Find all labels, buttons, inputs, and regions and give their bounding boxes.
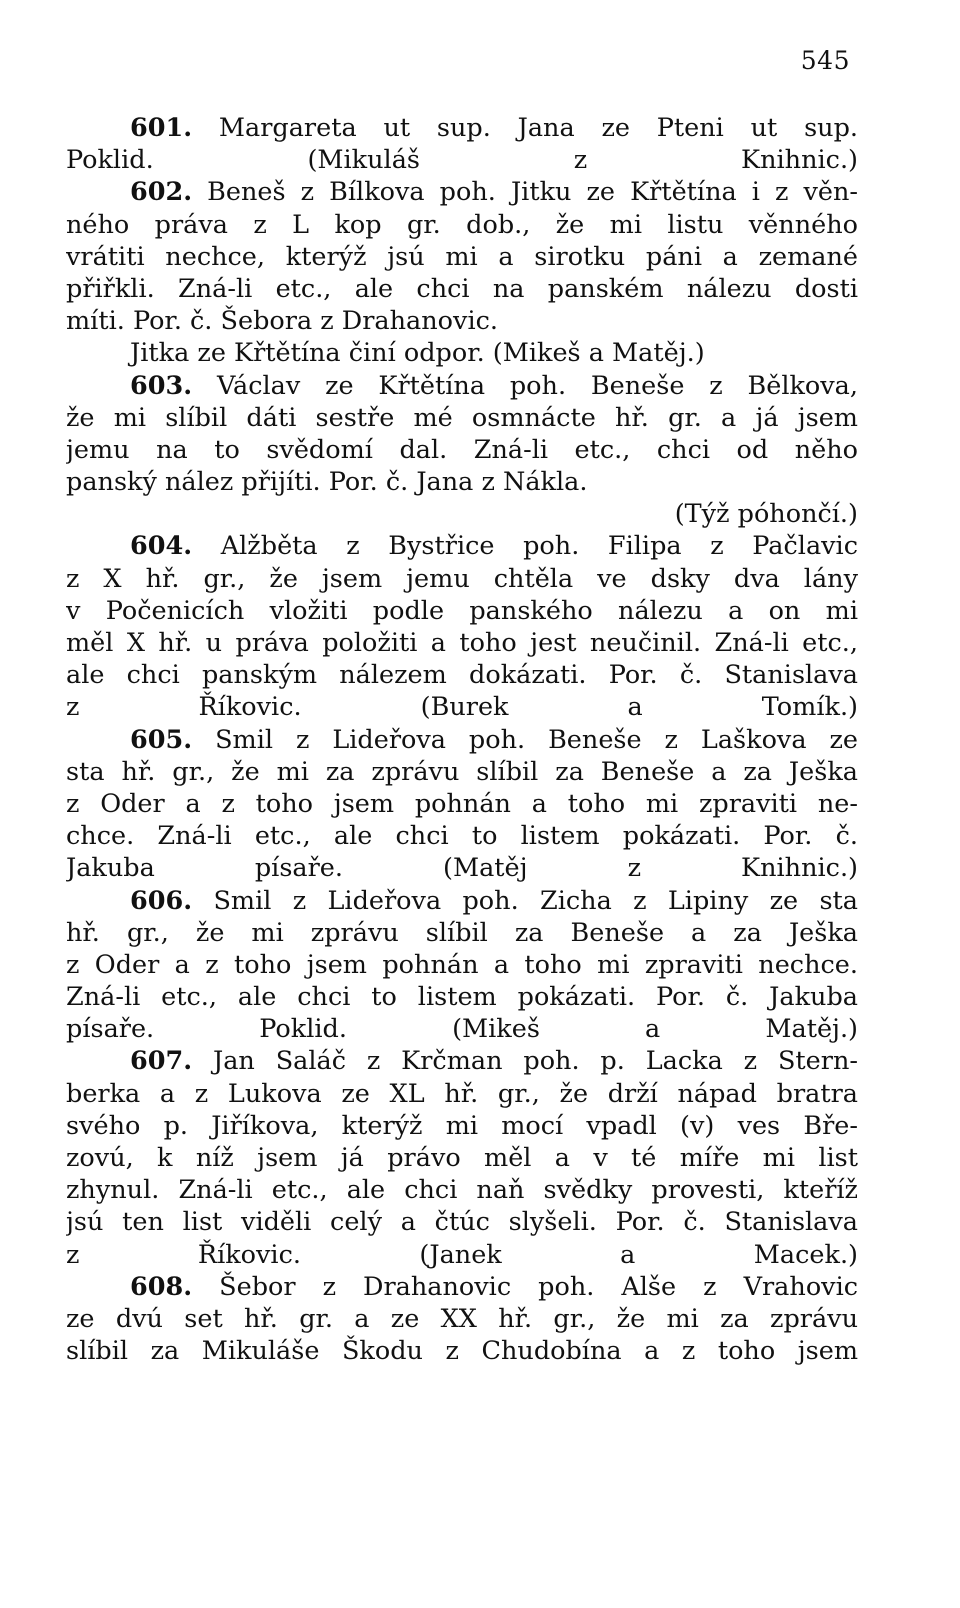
text-line bbox=[66, 1335, 858, 1367]
text-line bbox=[66, 273, 858, 305]
text-line bbox=[66, 498, 858, 530]
text-line bbox=[66, 691, 858, 723]
line-text: (Týž póhončí.) bbox=[674, 499, 858, 530]
line-text: Jakuba písaře. (Matěj z Knihnic.) bbox=[66, 853, 858, 884]
line-text: ného práva z L kop gr. dob., že mi listu věnného bbox=[66, 209, 858, 240]
text-line bbox=[66, 595, 858, 627]
text-line bbox=[66, 434, 858, 466]
text-line bbox=[66, 370, 858, 402]
text-line bbox=[66, 1142, 858, 1174]
text-line bbox=[66, 337, 858, 369]
line-text: Jitka ze Křtětína činí odpor. (Mikeš a Matěj.) bbox=[130, 338, 705, 369]
text-line bbox=[66, 176, 858, 208]
line-text: Margareta ut sup. Jana ze Pteni ut sup. bbox=[218, 113, 858, 143]
text-line bbox=[66, 659, 858, 691]
text-line bbox=[66, 885, 858, 917]
text-line bbox=[66, 1239, 858, 1271]
line-text: Zná-li etc., ale chci to listem pokázati. Por. č. Jakuba bbox=[66, 982, 858, 1013]
line-text: ze dvú set hř. gr. a ze XX hř. gr., že mi za zprávu bbox=[66, 1303, 858, 1334]
line-text: Václav ze Křtětína poh. Beneše z Bělkova, bbox=[216, 370, 858, 401]
line-text: Beneš z Bílkova poh. Jitku ze Křtětína i z věn- bbox=[207, 177, 858, 208]
line-text: jemu na to svědomí dal. Zná-li etc., chci od něho bbox=[66, 434, 858, 465]
text-line bbox=[66, 788, 858, 820]
line-text: zhynul. Zná-li etc., ale chci naň svědky provesti, kteříž bbox=[66, 1175, 858, 1206]
line-text: Poklid. (Mikuláš z Knihnic.) bbox=[66, 145, 858, 176]
line-text: míti. Por. č. Šebora z Drahanovic. bbox=[66, 306, 498, 337]
text-line bbox=[66, 1078, 858, 1110]
line-text: hř. gr., že mi zprávu slíbil za Beneše a za Ješka bbox=[66, 917, 858, 948]
text-line bbox=[66, 1206, 858, 1238]
line-text: že mi slíbil dáti sestře mé osmnácte hř. gr. a já jsem bbox=[66, 402, 858, 433]
text-line bbox=[66, 209, 858, 241]
line-text: svého p. Jiříkova, kterýž mi mocí vpadl (v) ves Bře- bbox=[66, 1110, 858, 1141]
line-text: z Oder a z toho jsem pohnán a toho mi zpraviti nechce. bbox=[66, 949, 858, 980]
line-text: z Říkovic. (Burek a Tomík.) bbox=[66, 692, 858, 723]
text-line bbox=[66, 1045, 858, 1077]
line-text: Šebor z Drahanovic poh. Alše z Vrahovic bbox=[219, 1271, 858, 1302]
text-line bbox=[66, 1271, 858, 1303]
entry-number: 601. bbox=[130, 113, 193, 143]
line-text: slíbil za Mikuláše Škodu z Chudobína a z toho jsem bbox=[66, 1336, 858, 1367]
text-line bbox=[66, 917, 858, 949]
line-text: měl X hř. u práva položiti a toho jest neučinil. Zná-li etc., bbox=[66, 628, 858, 658]
line-text: Jan Saláč z Krčman poh. p. Lacka z Stern- bbox=[212, 1046, 858, 1077]
text-line bbox=[66, 1174, 858, 1206]
line-text: písaře. Poklid. (Mikeš a Matěj.) bbox=[66, 1014, 858, 1045]
text-line bbox=[66, 305, 858, 337]
text-line bbox=[66, 241, 858, 273]
entry-number: 606. bbox=[130, 885, 193, 916]
line-text: přiřkli. Zná-li etc., ale chci na panském nálezu dosti bbox=[66, 273, 858, 304]
text-line bbox=[66, 530, 858, 562]
line-text: panský nález přijíti. Por. č. Jana z Nákla. bbox=[66, 467, 588, 498]
entry-number: 602. bbox=[130, 177, 193, 208]
body-text bbox=[66, 112, 858, 1367]
line-text: z Říkovic. (Janek a Macek.) bbox=[66, 1239, 858, 1270]
text-line bbox=[66, 820, 858, 852]
entry-number: 607. bbox=[130, 1046, 193, 1077]
text-line bbox=[66, 756, 858, 788]
line-text: Smil z Lideřova poh. Zicha z Lipiny ze sta bbox=[213, 885, 858, 916]
text-line bbox=[66, 1013, 858, 1045]
line-text: v Počenicích vložiti podle panského nálezu a on mi bbox=[66, 595, 858, 626]
line-text: ale chci panským nálezem dokázati. Por. č. Stanislava bbox=[66, 660, 858, 691]
line-text: Alžběta z Bystřice poh. Filipa z Pačlavic bbox=[220, 531, 858, 562]
text-line bbox=[66, 1303, 858, 1335]
text-line bbox=[66, 466, 858, 498]
line-text: sta hř. gr., že mi za zprávu slíbil za Beneše a za Ješka bbox=[66, 756, 858, 787]
text-line bbox=[66, 724, 858, 756]
line-text: berka a z Lukova ze XL hř. gr., že drží nápad bratra bbox=[66, 1078, 858, 1109]
text-line bbox=[66, 112, 858, 144]
text-line bbox=[66, 1110, 858, 1142]
text-line bbox=[66, 949, 858, 981]
text-line bbox=[66, 144, 858, 176]
line-text: Smil z Lideřova poh. Beneše z Laškova ze bbox=[215, 724, 858, 755]
entry-number: 603. bbox=[130, 370, 193, 401]
text-line bbox=[66, 981, 858, 1013]
line-text: vrátiti nechce, kterýž jsú mi a sirotku páni a zemané bbox=[66, 241, 858, 272]
entry-number: 605. bbox=[130, 724, 193, 755]
entry-number: 608. bbox=[130, 1271, 193, 1302]
line-text: jsú ten list viděli celý a čtúc slyšeli. Por. č. Stanislava bbox=[66, 1207, 858, 1238]
line-text: z X hř. gr., že jsem jemu chtěla ve dsky dva lány bbox=[66, 563, 858, 594]
line-text: chce. Zná-li etc., ale chci to listem pokázati. Por. č. bbox=[66, 821, 858, 852]
line-text: z Oder a z toho jsem pohnán a toho mi zpraviti ne- bbox=[66, 788, 858, 819]
entry-number: 604. bbox=[130, 531, 193, 562]
text-line bbox=[66, 852, 858, 884]
text-line bbox=[66, 402, 858, 434]
line-text: zovú, k níž jsem já právo měl a v té míře mi list bbox=[66, 1143, 858, 1173]
text-line bbox=[66, 563, 858, 595]
text-line bbox=[66, 627, 858, 659]
page-number: 545 bbox=[800, 46, 850, 75]
